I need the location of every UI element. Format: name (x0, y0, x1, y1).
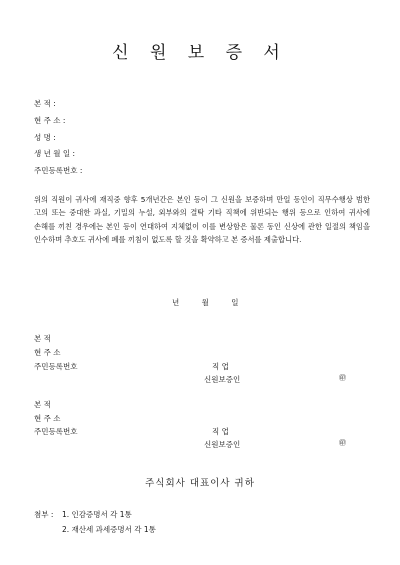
guarantor-2-seal-icon: ㊞ (339, 439, 346, 447)
addressee: 주식회사 대표이사 귀하 (145, 478, 255, 489)
field-name: 성 명 : (34, 133, 56, 142)
guarantee-body-text: 위의 직원이 귀사에 재직중 향후 5개년간은 본인 등이 그 신원을 보증하며 만일 동인이 직무수행상 범한 고의 또는 중대한 과실, 기밀의 누설, 외부와의 결탁 기타 직책에 위반되는 행위 등으로 인하여 귀사에 손해를 끼친 경우에는 본인 등이 연대하여 지체없이 이를 변상함은 물론 동인 신상에 관한 일절의 책임을 인수하며 추호도 귀사에 폐를 끼침이 없도록 할 것을 확약하고 본 증서를 제출합니다. (34, 195, 370, 244)
guarantor-2-resident-number: 주민등록번호 (34, 427, 78, 436)
guarantor-1-resident-number: 주민등록번호 (34, 362, 78, 371)
guarantor-2-address: 현 주 소 (34, 414, 61, 423)
field-domicile: 본 적 : (34, 99, 56, 108)
document-title: 신 원 보 증 서 (112, 43, 288, 63)
field-birthdate: 생 년 월 일 : (34, 149, 76, 158)
attachment-item: 2. 재산세 과세증명서 각 1통 (62, 525, 156, 534)
guarantor-1-domicile: 본 적 (34, 334, 51, 343)
attachments-label: 첨부 : (34, 510, 54, 519)
field-address: 현 주 소 : (34, 116, 66, 125)
guarantor-2-occupation: 직 업 (212, 427, 229, 436)
guarantor-2-domicile: 본 적 (34, 400, 51, 409)
date-line: 년 월 일 (172, 298, 249, 307)
guarantor-1-role: 신원보증인 (204, 375, 241, 384)
attachment-item: 1. 인감증명서 각 1통 (62, 510, 132, 519)
guarantor-1-address: 현 주 소 (34, 348, 61, 357)
guarantor-2-role: 신원보증인 (204, 440, 241, 449)
guarantor-1-occupation: 직 업 (212, 362, 229, 371)
guarantor-1-seal-icon: ㊞ (339, 374, 346, 382)
field-resident-number: 주민등록번호 : (34, 166, 83, 175)
